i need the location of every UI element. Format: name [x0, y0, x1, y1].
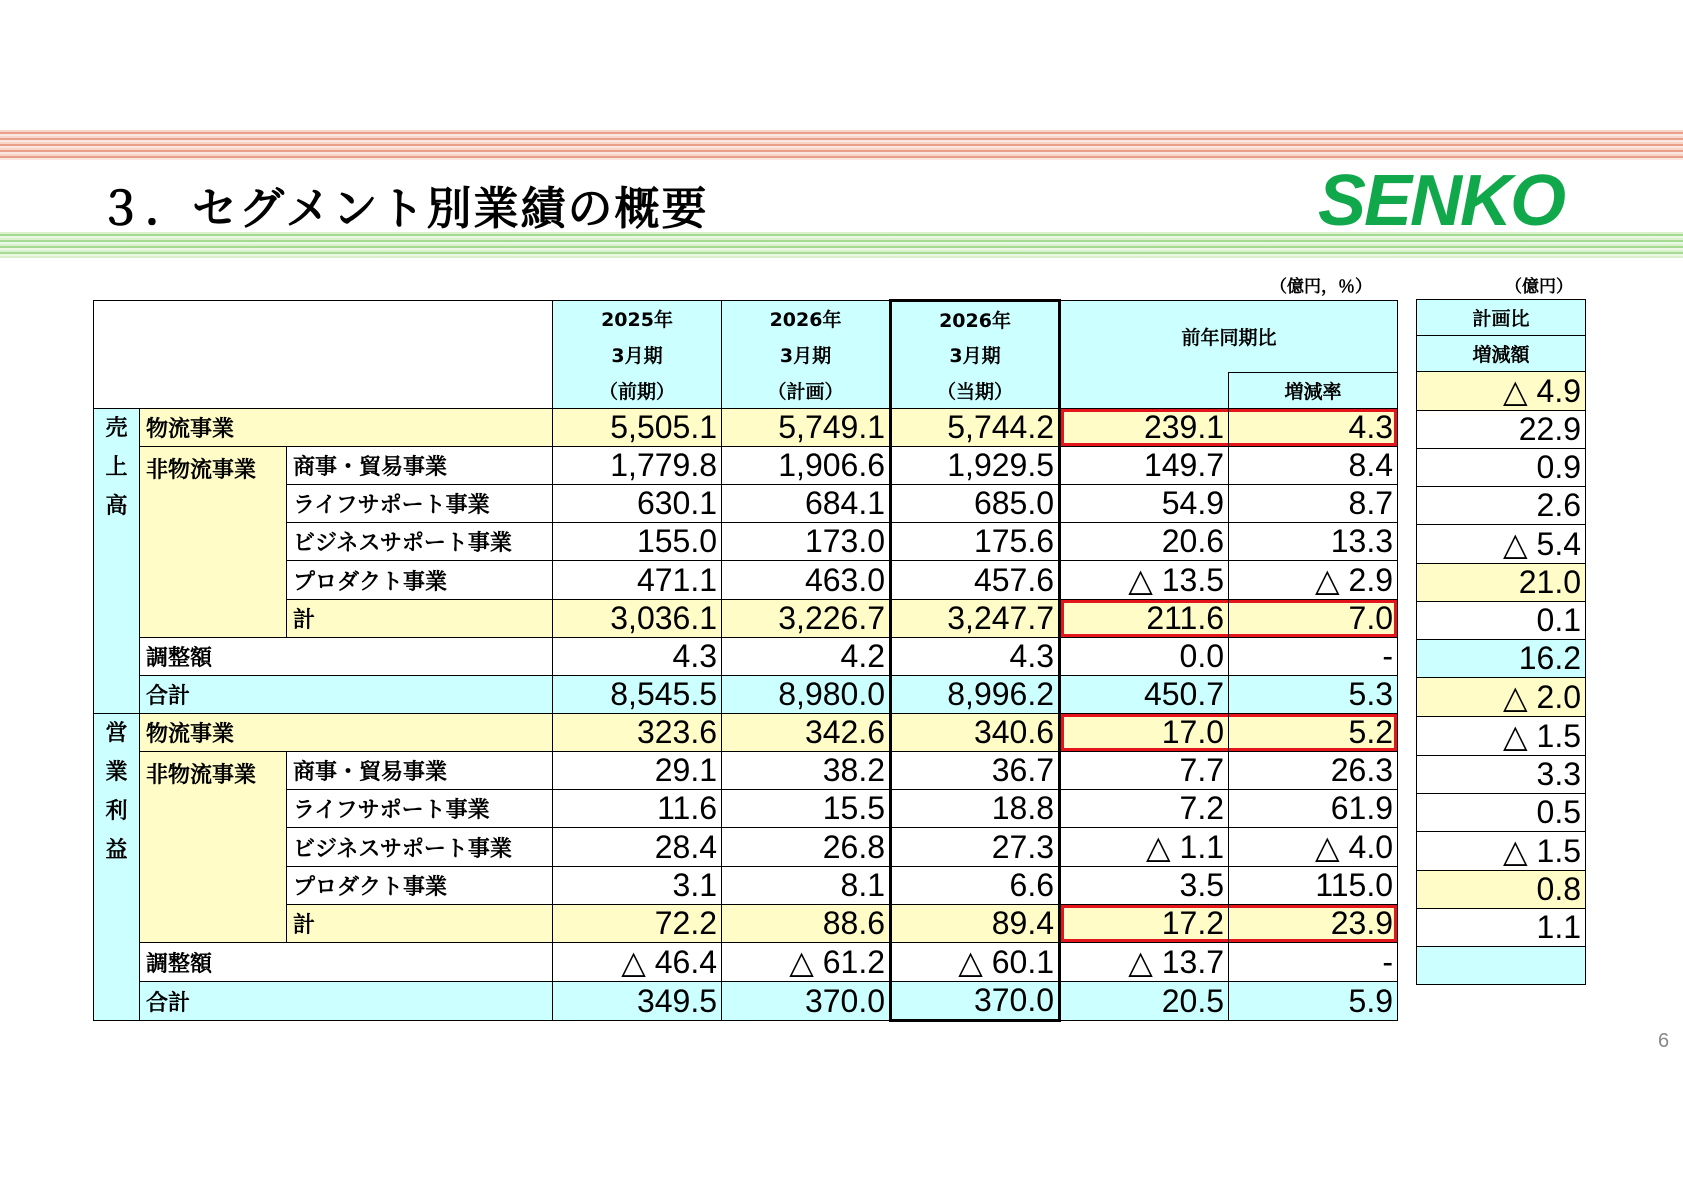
table-row: [94, 523, 1398, 561]
table-row: [94, 905, 1398, 943]
table-row: [1417, 411, 1586, 449]
value-rate: 13.3: [1229, 523, 1398, 561]
table-row: [94, 638, 1398, 676]
value-rate: 61.9: [1229, 790, 1398, 828]
value-rate: 5.2: [1229, 714, 1398, 752]
value-prev: 29.1: [553, 752, 722, 790]
table-row: [1417, 794, 1586, 832]
table-row: [94, 867, 1398, 905]
header-prev-period: 3月期: [553, 337, 722, 373]
value-yoy: △ 1.1: [1060, 828, 1229, 867]
table-row: [1417, 487, 1586, 525]
table-row: [1417, 678, 1586, 717]
table-row: [94, 561, 1398, 600]
value-plan: 1,906.6: [722, 447, 891, 485]
row-sublabel: ビジネスサポート事業: [287, 523, 553, 561]
value-plan: 26.8: [722, 828, 891, 867]
value-prev: 630.1: [553, 485, 722, 523]
value-curr: 370.0: [891, 982, 1060, 1021]
value-vs-plan: △ 4.9: [1417, 372, 1586, 411]
value-rate: 115.0: [1229, 867, 1398, 905]
header-plan-period: 3月期: [722, 337, 891, 373]
value-curr: 1,929.5: [891, 447, 1060, 485]
value-prev: 72.2: [553, 905, 722, 943]
value-plan: 38.2: [722, 752, 891, 790]
value-plan: 370.0: [722, 982, 891, 1021]
row-sublabel: 計: [287, 905, 553, 943]
unit-label-plan: （億円）: [1505, 277, 1573, 297]
value-vs-plan: 0.8: [1417, 871, 1586, 909]
value-rate: 5.3: [1229, 676, 1398, 714]
value-yoy: 20.6: [1060, 523, 1229, 561]
value-vs-plan: 22.9: [1417, 411, 1586, 449]
segment-results-table: [93, 299, 1398, 1022]
value-curr: 8,996.2: [891, 676, 1060, 714]
row-label: 物流事業: [140, 714, 553, 752]
row-sublabel: ライフサポート事業: [287, 790, 553, 828]
value-curr: 27.3: [891, 828, 1060, 867]
value-vs-plan: △ 5.4: [1417, 525, 1586, 564]
value-rate: 5.9: [1229, 982, 1398, 1021]
row-label: 物流事業: [140, 409, 553, 447]
value-curr: 685.0: [891, 485, 1060, 523]
value-curr: 6.6: [891, 867, 1060, 905]
value-yoy: 450.7: [1060, 676, 1229, 714]
value-prev: 3,036.1: [553, 600, 722, 638]
table-row: [1417, 525, 1586, 564]
value-curr: 5,744.2: [891, 409, 1060, 447]
table-row: [94, 752, 1398, 790]
table-row: [94, 828, 1398, 867]
value-vs-plan: 2.6: [1417, 487, 1586, 525]
row-sublabel: ライフサポート事業: [287, 485, 553, 523]
row-label: 調整額: [140, 638, 553, 676]
value-yoy: 0.0: [1060, 638, 1229, 676]
value-plan: 5,749.1: [722, 409, 891, 447]
table-row: [94, 447, 1398, 485]
value-curr: 457.6: [891, 561, 1060, 600]
value-plan: 8.1: [722, 867, 891, 905]
value-prev: 323.6: [553, 714, 722, 752]
row-label: 調整額: [140, 943, 553, 982]
value-curr: 175.6: [891, 523, 1060, 561]
header-curr-year: 2026年: [891, 301, 1060, 337]
plan-comparison-table: [1416, 299, 1586, 985]
row-sublabel: プロダクト事業: [287, 561, 553, 600]
row-sublabel: 商事・貿易事業: [287, 752, 553, 790]
value-plan: 173.0: [722, 523, 891, 561]
value-prev: 11.6: [553, 790, 722, 828]
value-vs-plan: △ 1.5: [1417, 717, 1586, 756]
value-curr: 4.3: [891, 638, 1060, 676]
value-vs-plan: 16.2: [1417, 640, 1586, 678]
table-row: [1417, 602, 1586, 640]
value-plan: 8,980.0: [722, 676, 891, 714]
header-yoy-blank: [1060, 373, 1229, 409]
row-label: 合計: [140, 982, 553, 1021]
value-rate: 4.3: [1229, 409, 1398, 447]
value-prev: 8,545.5: [553, 676, 722, 714]
value-vs-plan: 21.0: [1417, 564, 1586, 602]
value-vs-plan: △ 1.5: [1417, 832, 1586, 871]
row-sublabel: 計: [287, 600, 553, 638]
header-yoy: 前年同期比: [1060, 301, 1398, 373]
side-label-char: 高: [105, 494, 128, 519]
decorative-band-top: [0, 130, 1683, 160]
value-rate: △ 4.0: [1229, 828, 1398, 867]
header-prev-year: 2025年: [553, 301, 722, 337]
value-yoy: 211.6: [1060, 600, 1229, 638]
value-prev: 349.5: [553, 982, 722, 1021]
value-yoy: 54.9: [1060, 485, 1229, 523]
row-label-group: 非物流事業: [140, 752, 287, 943]
side-label-char: 売: [105, 416, 128, 441]
value-prev: △ 46.4: [553, 943, 722, 982]
value-vs-plan: 0.1: [1417, 602, 1586, 640]
value-prev: 5,505.1: [553, 409, 722, 447]
value-plan: 15.5: [722, 790, 891, 828]
value-vs-plan: △ 2.0: [1417, 678, 1586, 717]
table-row: [1417, 947, 1586, 985]
value-curr: 340.6: [891, 714, 1060, 752]
header-curr-period: 3月期: [891, 337, 1060, 373]
value-plan: 342.6: [722, 714, 891, 752]
value-yoy: △ 13.7: [1060, 943, 1229, 982]
section-side-label: [94, 714, 140, 1021]
side-label-char: 営: [105, 721, 128, 746]
row-sublabel: プロダクト事業: [287, 867, 553, 905]
value-curr: 89.4: [891, 905, 1060, 943]
table-row: [94, 790, 1398, 828]
value-prev: 471.1: [553, 561, 722, 600]
table-row: [1417, 449, 1586, 487]
table-row: [1417, 640, 1586, 678]
value-prev: 3.1: [553, 867, 722, 905]
table-row: [1417, 717, 1586, 756]
header-vs-plan: 計画比: [1417, 300, 1586, 336]
table-row: [94, 714, 1398, 752]
side-label-char: 利: [105, 799, 128, 824]
value-vs-plan: [1417, 947, 1586, 985]
value-yoy: 20.5: [1060, 982, 1229, 1021]
side-label-char: 益: [105, 838, 128, 863]
header-prev-label: （前期）: [553, 373, 722, 409]
row-sublabel: 商事・貿易事業: [287, 447, 553, 485]
table-row: [1417, 871, 1586, 909]
value-vs-plan: 3.3: [1417, 756, 1586, 794]
value-yoy: 7.2: [1060, 790, 1229, 828]
value-vs-plan: 0.5: [1417, 794, 1586, 832]
header-vs-plan-diff: 増減額: [1417, 336, 1586, 372]
value-yoy: 17.2: [1060, 905, 1229, 943]
value-plan: △ 61.2: [722, 943, 891, 982]
value-prev: 28.4: [553, 828, 722, 867]
page-title: ３．セグメント別業績の概要: [98, 182, 709, 235]
header-yoy-rate: 増減率: [1229, 373, 1398, 409]
header-plan-label: （計画）: [722, 373, 891, 409]
value-rate: 8.4: [1229, 447, 1398, 485]
value-rate: -: [1229, 638, 1398, 676]
page-number: 6: [1658, 1030, 1670, 1052]
value-plan: 3,226.7: [722, 600, 891, 638]
table-row: [1417, 372, 1586, 411]
value-yoy: 7.7: [1060, 752, 1229, 790]
value-rate: 8.7: [1229, 485, 1398, 523]
value-rate: 26.3: [1229, 752, 1398, 790]
value-rate: 23.9: [1229, 905, 1398, 943]
value-curr: 18.8: [891, 790, 1060, 828]
value-yoy: △ 13.5: [1060, 561, 1229, 600]
unit-label-main: （億円，％）: [1270, 277, 1372, 297]
value-curr: 36.7: [891, 752, 1060, 790]
value-plan: 684.1: [722, 485, 891, 523]
table-row: [94, 676, 1398, 714]
table-row: [94, 409, 1398, 447]
value-prev: 155.0: [553, 523, 722, 561]
value-curr: 3,247.7: [891, 600, 1060, 638]
table-row: [1417, 832, 1586, 871]
value-rate: △ 2.9: [1229, 561, 1398, 600]
senko-logo: SENKO: [1318, 161, 1565, 241]
header-curr-label: （当期）: [891, 373, 1060, 409]
value-prev: 4.3: [553, 638, 722, 676]
section-side-label: [94, 409, 140, 714]
value-yoy: 3.5: [1060, 867, 1229, 905]
header-blank-cell: [94, 301, 553, 409]
value-vs-plan: 0.9: [1417, 449, 1586, 487]
table-row: [1417, 564, 1586, 602]
value-rate: 7.0: [1229, 600, 1398, 638]
value-plan: 88.6: [722, 905, 891, 943]
table-row: [94, 600, 1398, 638]
value-yoy: 239.1: [1060, 409, 1229, 447]
row-label-group: 非物流事業: [140, 447, 287, 638]
header-plan-year: 2026年: [722, 301, 891, 337]
value-yoy: 149.7: [1060, 447, 1229, 485]
value-plan: 463.0: [722, 561, 891, 600]
table-row: [1417, 756, 1586, 794]
value-vs-plan: 1.1: [1417, 909, 1586, 947]
side-label-char: 上: [105, 455, 128, 480]
value-prev: 1,779.8: [553, 447, 722, 485]
side-label-char: 業: [105, 760, 128, 785]
table-row: [1417, 909, 1586, 947]
table-row: [94, 485, 1398, 523]
table-row: [94, 943, 1398, 982]
value-yoy: 17.0: [1060, 714, 1229, 752]
value-rate: -: [1229, 943, 1398, 982]
table-row: [94, 982, 1398, 1021]
value-curr: △ 60.1: [891, 943, 1060, 982]
value-plan: 4.2: [722, 638, 891, 676]
row-sublabel: ビジネスサポート事業: [287, 828, 553, 867]
row-label: 合計: [140, 676, 553, 714]
